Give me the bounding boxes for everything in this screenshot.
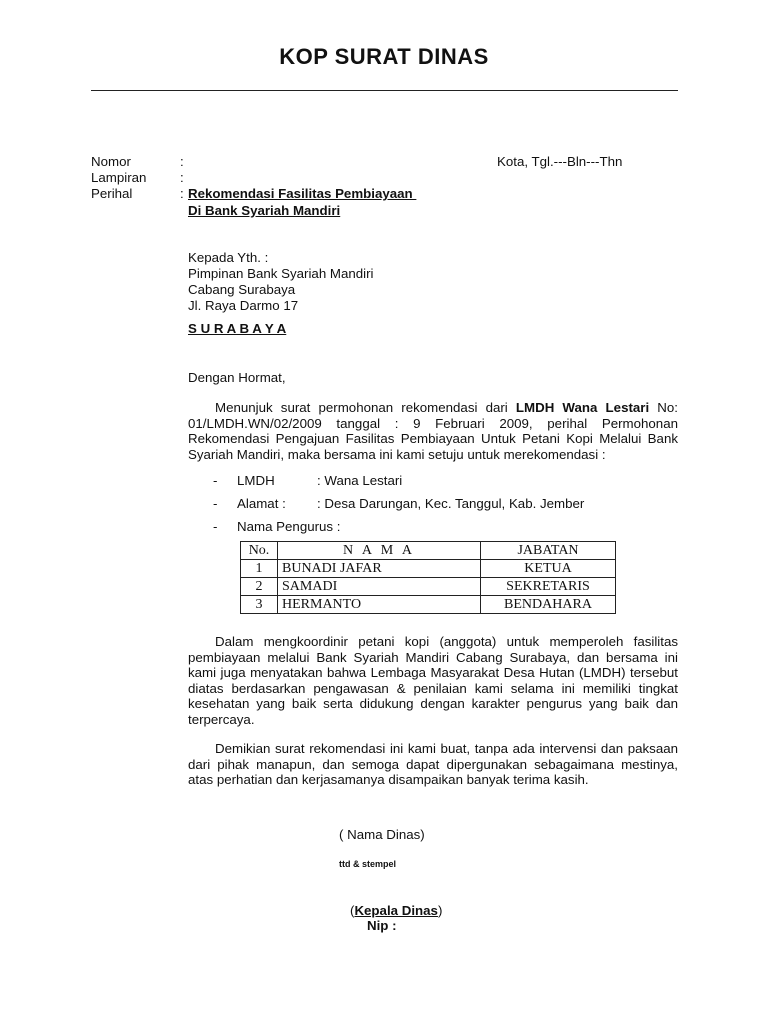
table-cell-jabatan: SEKRETARIS xyxy=(481,578,616,596)
list-item-value-alamat: : Desa Darungan, Kec. Tanggul, Kab. Jember xyxy=(317,496,585,511)
table-cell-jabatan: BENDAHARA xyxy=(481,596,616,614)
signature-paren-close: ) xyxy=(437,903,443,918)
nomor-colon: : xyxy=(180,154,184,169)
table-cell-jabatan: KETUA xyxy=(481,560,616,578)
list-item-value-lmdh: : Wana Lestari xyxy=(317,473,403,488)
recipient-name: Pimpinan Bank Syariah Mandiri xyxy=(188,266,374,281)
letterhead-title: KOP SURAT DINAS xyxy=(279,44,489,69)
table-header-no: No. xyxy=(241,542,278,560)
list-item-key-alamat: Alamat : xyxy=(237,496,286,511)
intro-text-post: No: 01/LMDH.WN/02/2009 tanggal : 9 Februari 2009, perihal Permohonan Rekomendasi Pengajuan Fasilitas Pembiayaan Untuk Petani Kopi Melalui Bank Syariah Mandiri, maka bersama ini kami setuju untuk merekomendasi : xyxy=(188,400,678,462)
board-members-table xyxy=(240,541,616,614)
closing-text: Demikian surat rekomendasi ini kami buat, tanpa ada intervensi dan paksaan dari pihak manapun, dan semoga dapat dipergunakan sebagaimana mestinya, atas perhatian dan kerjasamanya disampaikan banyak terima kasih. xyxy=(188,741,678,788)
place-date: Kota, Tgl.---Bln---Thn xyxy=(497,154,623,169)
nomor-label: Nomor xyxy=(91,154,131,169)
signature-stamp-note: ttd & stempel xyxy=(339,859,397,869)
list-item-key-pengurus: Nama Pengurus : xyxy=(237,519,341,534)
table-cell-no: 3 xyxy=(241,596,278,614)
list-item-key-lmdh: LMDH xyxy=(237,473,275,488)
intro-paragraph xyxy=(188,400,678,462)
intro-text-pre: Menunjuk surat permohonan rekomendasi dari xyxy=(215,400,516,415)
assessment-text: Dalam mengkoordinir petani kopi (anggota) untuk memperoleh fasilitas pembiayaan melalui Bank Syariah Mandiri Cabang Surabaya, dan bersama ini kami juga menyatakan bahwa Lembaga Masyarakat Desa Hutan (LMDH) tersebut diatas berdasarkan pengawasan & penilaian kami selama ini memiliki tingkat kesehatan yang baik serta didukung dengan karakter pengurus yang baik dan terpercaya. xyxy=(188,634,678,727)
signature-office: ( Nama Dinas) xyxy=(339,827,425,842)
recipient-city: S U R A B A Y A xyxy=(188,321,287,336)
letterhead-divider xyxy=(91,90,678,91)
table-cell-no: 2 xyxy=(241,578,278,596)
greeting: Dengan Hormat, xyxy=(188,370,286,385)
recipient-salutation: Kepada Yth. : xyxy=(188,250,269,265)
closing-paragraph xyxy=(188,741,678,788)
table-cell-nama: HERMANTO xyxy=(278,596,481,614)
table-row xyxy=(241,560,616,578)
table-cell-nama: BUNADI JAFAR xyxy=(278,560,481,578)
signature-name-block xyxy=(350,903,442,918)
table-cell-no: 1 xyxy=(241,560,278,578)
perihal-line-2: Di Bank Syariah Mandiri xyxy=(188,203,341,218)
table-row xyxy=(241,596,616,614)
table-header-jabatan: JABATAN xyxy=(481,542,616,560)
signature-paren-open: ( xyxy=(350,903,355,918)
list-item-dash: - xyxy=(213,496,218,511)
intro-org-name: LMDH Wana Lestari xyxy=(515,400,650,415)
perihal-label: Perihal xyxy=(91,186,133,201)
perihal-colon: : xyxy=(180,186,184,201)
table-header-nama: N A M A xyxy=(278,542,481,560)
table-cell-nama: SAMADI xyxy=(278,578,481,596)
recipient-branch: Cabang Surabaya xyxy=(188,282,296,297)
lampiran-label: Lampiran xyxy=(91,170,147,185)
list-item-dash: - xyxy=(213,519,218,534)
table-header-row xyxy=(241,542,616,560)
lampiran-colon: : xyxy=(180,170,184,185)
assessment-paragraph xyxy=(188,634,678,728)
perihal-line-1: Rekomendasi Fasilitas Pembiayaan xyxy=(188,186,417,201)
signature-name: Kepala Dinas xyxy=(354,903,438,918)
recipient-address: Jl. Raya Darmo 17 xyxy=(188,298,299,313)
signature-nip: Nip : xyxy=(367,918,397,933)
table-row xyxy=(241,578,616,596)
list-item-dash: - xyxy=(213,473,218,488)
